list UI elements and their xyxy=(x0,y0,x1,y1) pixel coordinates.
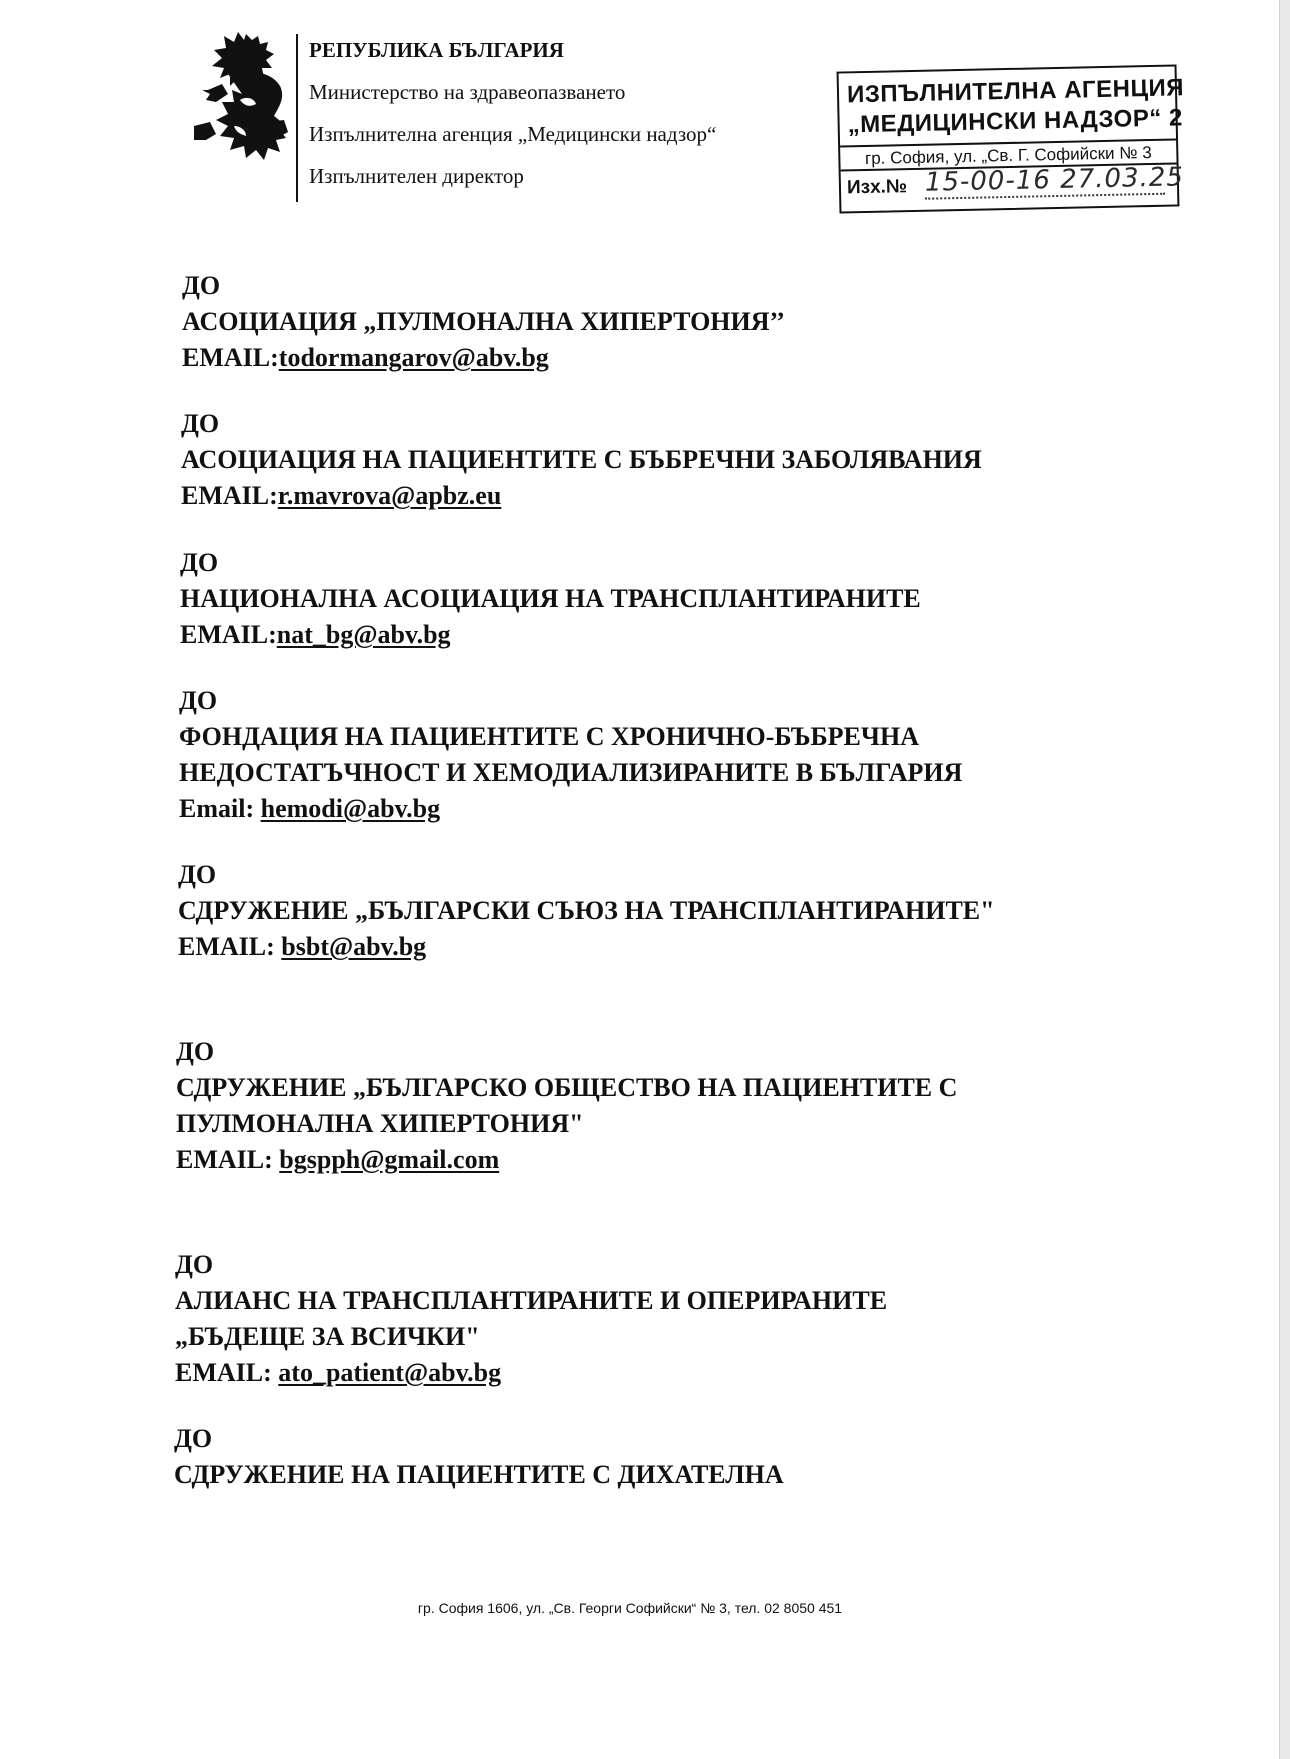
recipient-email-row xyxy=(178,929,1178,965)
recipient-name: АСОЦИАЦИЯ „ПУЛМОНАЛНА ХИПЕРТОНИЯ’’ xyxy=(182,307,785,336)
recipient-to: ДО xyxy=(181,409,220,438)
stamp-line-1: ИЗПЪЛНИТЕЛНА АГЕНЦИЯ xyxy=(846,74,1185,109)
recipient-name: ФОНДАЦИЯ НА ПАЦИЕНТИТЕ С ХРОНИЧНО-БЪБРЕЧНА xyxy=(179,722,919,751)
recipient-to: ДО xyxy=(174,1424,213,1453)
header-republic: РЕПУБЛИКА БЪЛГАРИЯ xyxy=(309,38,564,62)
email-link[interactable]: todormangarov@abv.bg xyxy=(278,343,549,372)
recipient-to: ДО xyxy=(180,548,219,577)
recipient-email-row xyxy=(181,478,1181,514)
page-edge xyxy=(1279,0,1290,1759)
stamp-line-2: „МЕДИЦИНСКИ НАДЗОР“ 2 xyxy=(847,104,1184,139)
recipient-email-row xyxy=(176,1142,1176,1178)
recipient-name: АСОЦИАЦИЯ НА ПАЦИЕНТИТЕ С БЪБРЕЧНИ ЗАБОЛЯВАНИЯ xyxy=(181,445,982,474)
email-link[interactable]: bgspph@gmail.com xyxy=(279,1145,500,1174)
email-label: EMAIL: xyxy=(180,620,277,649)
recipient-email-row xyxy=(180,617,1180,653)
recipient-to: ДО xyxy=(178,860,217,889)
registration-stamp xyxy=(837,64,1185,213)
recipient-block xyxy=(182,268,1182,376)
recipient-name: АЛИАНС НА ТРАНСПЛАНТИРАНИТЕ И ОПЕРИРАНИТЕ xyxy=(175,1286,888,1315)
email-link[interactable]: nat_bg@abv.bg xyxy=(276,620,451,649)
email-link[interactable]: bsbt@abv.bg xyxy=(281,932,427,961)
recipient-name-cont: „БЪДЕЩЕ ЗА ВСИЧКИ" xyxy=(175,1322,480,1351)
recipient-name: СДРУЖЕНИЕ „БЪЛГАРСКИ СЪЮЗ НА ТРАНСПЛАНТИРАНИТЕ" xyxy=(178,896,995,925)
recipient-name-cont: НЕДОСТАТЪЧНОСТ И ХЕМОДИАЛИЗИРАНИТЕ В БЪЛГАРИЯ xyxy=(179,758,963,787)
email-link[interactable]: ato_patient@abv.bg xyxy=(278,1358,502,1387)
recipient-name: НАЦИОНАЛНА АСОЦИАЦИЯ НА ТРАНСПЛАНТИРАНИТЕ xyxy=(180,584,921,613)
email-label: EMAIL: xyxy=(178,932,282,961)
stamp-address: гр. София, ул. „Св. Г. Софийски № 3 xyxy=(840,138,1176,171)
stamp-ref-number: 15-00-16 27.03.25 xyxy=(924,162,1185,198)
coat-of-arms-icon xyxy=(188,30,296,166)
recipient-email-row xyxy=(182,340,1182,376)
email-label: EMAIL: xyxy=(181,481,278,510)
email-label: Email: xyxy=(179,794,261,823)
recipient-to: ДО xyxy=(175,1250,214,1279)
recipient-block xyxy=(181,406,1181,514)
recipient-to: ДО xyxy=(176,1037,215,1066)
recipient-name-cont: ПУЛМОНАЛНА ХИПЕРТОНИЯ" xyxy=(176,1109,584,1138)
recipient-block xyxy=(179,683,1179,827)
recipient-email-row xyxy=(175,1355,1175,1391)
header-divider xyxy=(296,34,298,202)
recipient-email-row xyxy=(179,791,1179,827)
recipient-block xyxy=(175,1247,1175,1391)
email-label: EMAIL: xyxy=(176,1145,280,1174)
email-link[interactable]: hemodi@abv.bg xyxy=(260,794,441,823)
header-agency: Изпълнителна агенция „Медицински надзор“ xyxy=(309,122,717,146)
email-link[interactable]: r.mavrova@apbz.eu xyxy=(277,481,502,510)
recipient-block xyxy=(174,1421,1174,1493)
email-label: EMAIL: xyxy=(182,343,279,372)
recipient-name: СДРУЖЕНИЕ „БЪЛГАРСКО ОБЩЕСТВО НА ПАЦИЕНТИТЕ С xyxy=(176,1073,958,1102)
footer-address: гр. София 1606, ул. „Св. Георги Софийски“ № 3, тел. 02 8050 451 xyxy=(417,1600,843,1616)
header-director: Изпълнителен директор xyxy=(309,164,524,188)
recipient-block xyxy=(176,1034,1176,1178)
stamp-ref-label: Изх.№ xyxy=(846,176,908,199)
recipient-block xyxy=(180,545,1180,653)
recipient-to: ДО xyxy=(182,271,221,300)
recipient-name: СДРУЖЕНИЕ НА ПАЦИЕНТИТЕ С ДИХАТЕЛНА xyxy=(174,1460,784,1489)
recipient-block xyxy=(178,857,1178,965)
header-ministry: Министерство на здравеопазването xyxy=(309,80,626,104)
email-label: EMAIL: xyxy=(175,1358,279,1387)
recipient-to: ДО xyxy=(179,686,218,715)
